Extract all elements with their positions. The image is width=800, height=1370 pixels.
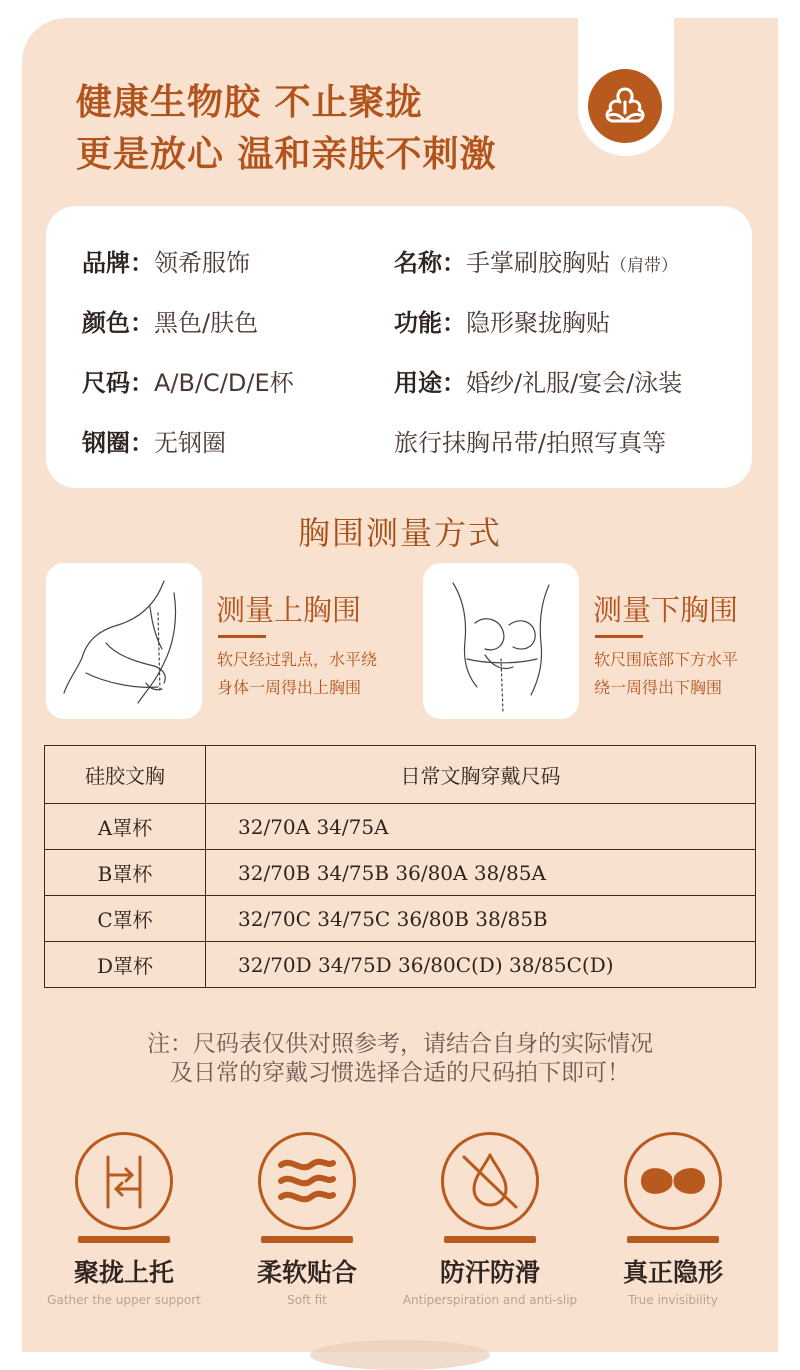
table-cell-cup: A罩杯	[45, 804, 206, 850]
size-note-line-1: 注：尺码表仅供对照参考，请结合自身的实际情况	[147, 1031, 653, 1057]
brand-label: 品牌：	[82, 249, 154, 277]
feature-name: 聚拢上托	[73, 1258, 174, 1287]
upper-bust-desc-2: 身体一周得出上胸围	[217, 678, 362, 697]
size-note-line-2: 及日常的穿戴习惯选择合适的尺码拍下即可！	[170, 1060, 630, 1086]
table-header-cell: 硅胶文胸	[45, 746, 206, 804]
lower-bust-desc-1: 软尺围底部下方水平	[594, 650, 739, 669]
size-value: A/B/C/D/E杯	[154, 369, 294, 397]
measure-section-title: 胸围测量方式	[297, 514, 502, 552]
feature-soft-fit	[217, 1132, 397, 1307]
brand-value: 领希服饰	[154, 249, 250, 277]
headline-line-2: 更是放心 温和亲肤不刺激	[76, 134, 497, 175]
table-cell-cup: D罩杯	[45, 942, 206, 988]
feature-push-up	[34, 1132, 214, 1307]
lower-bust-title: 测量下胸围	[593, 593, 739, 627]
lower-bust-illustration	[423, 563, 579, 719]
name-value: 手掌刷胶胸贴	[466, 249, 610, 277]
table-row	[45, 804, 756, 850]
table-cell-cup: C罩杯	[45, 896, 206, 942]
feature-name: 柔软贴合	[256, 1258, 357, 1287]
table-cell-sizes: 32/70D 34/75D 36/80C(D) 38/85C(D)	[206, 942, 756, 988]
info-name	[394, 243, 678, 278]
push-up-arrows-icon	[75, 1132, 173, 1230]
name-label: 名称：	[394, 249, 466, 277]
feature-english: Antiperspiration and anti-slip	[402, 1293, 578, 1307]
use-value: 婚纱/礼服/宴会/泳装	[466, 369, 683, 397]
table-cell-sizes: 32/70A 34/75A	[206, 804, 756, 850]
name-note: （肩带）	[610, 256, 678, 276]
no-sweat-drop-icon	[441, 1132, 539, 1230]
table-cell-cup: B罩杯	[45, 850, 206, 896]
feature-base-bar	[444, 1236, 536, 1243]
feature-base-bar	[78, 1236, 170, 1243]
info-function	[394, 303, 610, 338]
info-color	[82, 303, 258, 338]
color-label: 颜色：	[82, 309, 154, 337]
lower-bust-divider	[595, 635, 643, 638]
upper-bust-illustration	[46, 563, 202, 719]
feature-english: Soft fit	[287, 1293, 327, 1307]
table-row	[45, 896, 756, 942]
table-header-cell: 日常文胸穿戴尺码	[206, 746, 756, 804]
size-table	[44, 745, 756, 988]
feature-name: 防汗防滑	[439, 1258, 540, 1287]
decorative-shadow	[310, 1340, 490, 1370]
info-brand	[82, 243, 250, 278]
lower-bust-desc-2: 绕一周得出下胸围	[594, 678, 723, 697]
table-row	[45, 850, 756, 896]
function-value: 隐形聚拢胸贴	[466, 309, 610, 337]
use-label: 用途：	[394, 369, 466, 397]
cotton-flower-icon	[588, 69, 662, 143]
feature-base-bar	[261, 1236, 353, 1243]
color-value: 黑色/肤色	[154, 309, 259, 337]
info-use-continued	[394, 423, 666, 458]
table-cell-sizes: 32/70C 34/75C 36/80B 38/85B	[206, 896, 756, 942]
upper-bust-desc-1: 软尺经过乳点，水平绕	[217, 650, 378, 669]
wire-label: 钢圈：	[82, 429, 154, 457]
table-header-row	[45, 746, 756, 804]
feature-english: Gather the upper support	[47, 1293, 201, 1307]
feature-name: 真正隐形	[622, 1258, 723, 1287]
info-use	[394, 363, 682, 398]
invisible-cups-icon	[624, 1132, 722, 1230]
table-cell-sizes: 32/70B 34/75B 36/80A 38/85A	[206, 850, 756, 896]
upper-bust-divider	[218, 635, 266, 638]
upper-bust-title: 测量上胸围	[216, 593, 362, 627]
feature-base-bar	[627, 1236, 719, 1243]
feature-anti-slip	[400, 1132, 580, 1307]
feature-invisible	[583, 1132, 763, 1307]
use-value-2: 旅行抹胸吊带/拍照写真等	[394, 429, 667, 457]
feature-english: True invisibility	[628, 1293, 718, 1307]
headline-line-1: 健康生物胶 不止聚拢	[76, 82, 423, 123]
info-size	[82, 363, 294, 398]
info-wire	[82, 423, 226, 458]
function-label: 功能：	[394, 309, 466, 337]
size-label: 尺码：	[82, 369, 154, 397]
table-row	[45, 942, 756, 988]
soft-waves-icon	[258, 1132, 356, 1230]
wire-value: 无钢圈	[154, 429, 226, 457]
